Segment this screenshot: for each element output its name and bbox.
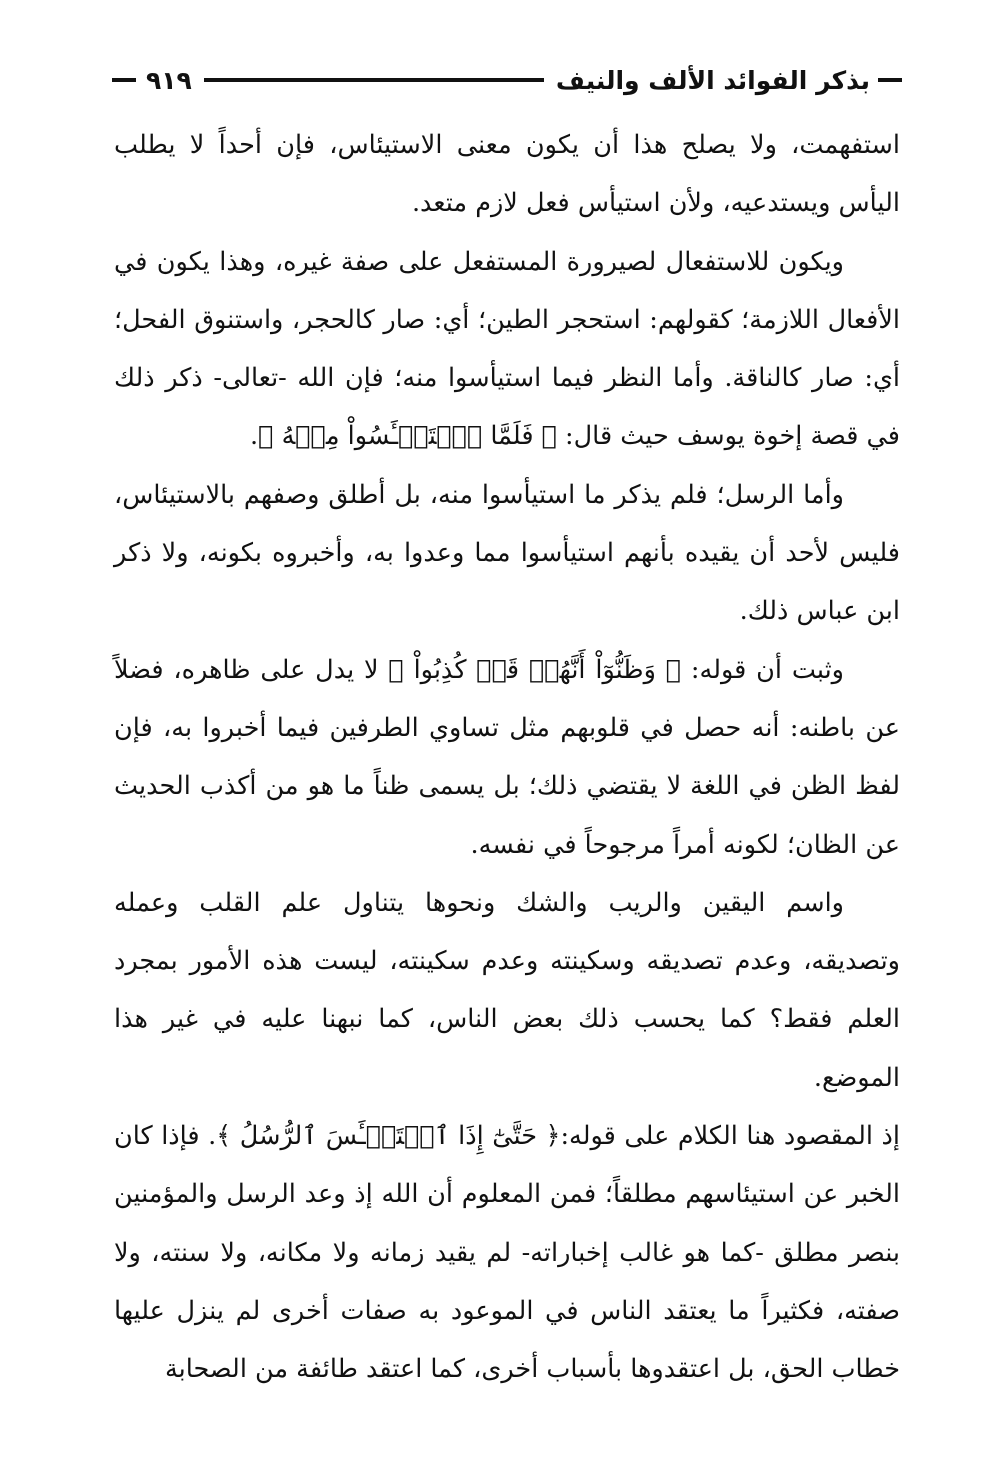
text-segment: . [250,421,259,452]
text-segment: وأما الرسل؛ فلم يذكر ما استيأسوا منه، بل أطلق وصفهم بالاستيئاس، فليس لأحد أن يقيده بأنهم استيأسوا مما وعدوا به، وأخبروه بكونه، ولا ذكر ابن عباس ذلك. [114,479,900,627]
body-text [114,116,900,1399]
quran-verse: ﴿ وَظَنُّوٓاْ أَنَّهُمۡ قَدۡ كُذِبُواْ ﴾ [388,654,682,685]
paragraph-5 [114,874,900,1107]
paragraph-3 [114,466,900,641]
paragraph-2 [114,233,900,466]
text-segment: وثبت أن قوله: [681,654,844,685]
paragraph-1 [114,116,900,233]
header-dash-left [112,78,136,82]
paragraph-6 [114,1107,900,1398]
header-rule [204,78,544,82]
page-number: ٩١٩ [146,65,192,95]
text-segment: استفهمت، ولا يصلح هذا أن يكون معنى الاستيئاس، فإن أحداً لا يطلب اليأس ويستدعيه، ولأن استيأس فعل لازم متعد. [114,130,900,219]
text-segment: إذ المقصود هنا الكلام على قوله: [560,1121,900,1152]
quran-verse: ﴿ فَلَمَّا ٱسۡتَيۡـَٔسُواْ مِنۡهُ ﴾ [258,421,557,452]
quran-verse: ﴿ حَتَّىٰٓ إِذَا ٱسۡتَيۡـَٔسَ ٱلرُّسُلُ ﴾ [216,1121,561,1152]
running-title: بذكر الفوائد الألف والنيف [555,65,870,95]
text-segment: ويكون للاستفعال لصيرورة المستفعل على صفة غيره، وهذا يكون في الأفعال اللازمة؛ كقولهم: استحجر الطين؛ أي: صار كالحجر، واستنوق الفحل؛ أي: صار كالناقة. وأما النظر فيما استيأسوا منه؛ فإن الله -تعالى- ذكر ذلك في قصة إخوة يوسف حيث قال: [114,246,900,452]
text-segment: . فإذا كان الخبر عن استيئاسهم مطلقاً؛ فمن المعلوم أن الله إذ وعد الرسل والمؤمنين بنصر مطلق -كما هو غالب إخباراته- لم يقيد زمانه ولا مكانه، ولا سنته، ولا صفته، فكثيراً ما يعتقد الناس في الموعود به صفات أخرى لم ينزل عليها خطاب الحق، بل اعتقدوها بأسباب أخرى، كما اعتقد طائفة من الصحابة [114,1121,900,1385]
paragraph-4 [114,641,900,874]
text-segment: واسم اليقين والريب والشك ونحوها يتناول علم القلب وعمله وتصديقه، وعدم تصديقه وسكينته وعدم سكينته، ليست هذه الأمور بمجرد العلم فقط؟ كما يحسب ذلك بعض الناس، كما نبهنا عليه في غير هذا الموضع. [114,887,900,1093]
header-dash-right [878,78,902,82]
text-segment: لا يدل على ظاهره، فضلاً عن باطنه: أنه حصل في قلوبهم مثل تساوي الطرفين فيما أخبروا به، فإن لفظ الظن في اللغة لا يقتضي ذلك؛ بل يسمى ظناً ما هو من أكذب الحديث عن الظان؛ لكونه أمراً مرجوحاً في نفسه. [114,654,900,860]
page-header [112,58,902,102]
